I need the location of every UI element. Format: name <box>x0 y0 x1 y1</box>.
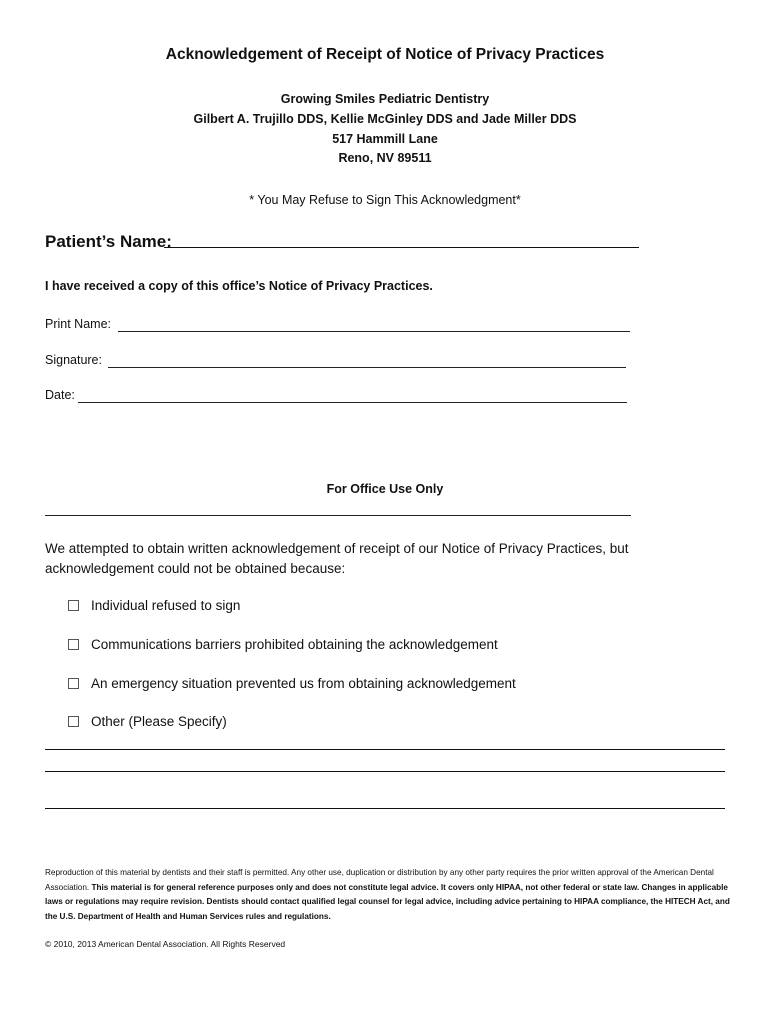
patient-name-line[interactable] <box>164 247 639 248</box>
signature-line[interactable] <box>108 367 626 368</box>
signature-label: Signature: <box>45 353 102 367</box>
office-use-divider <box>45 515 631 516</box>
option-emergency[interactable] <box>68 676 516 691</box>
option-label: Individual refused to sign <box>91 598 241 613</box>
patient-name-label: Patient’s Name: <box>45 232 172 251</box>
office-use-statement: We attempted to obtain written acknowledgement of receipt of our Notice of Privacy Practices, but acknowledgement could not be obtained because: <box>45 541 629 576</box>
checkbox-icon[interactable] <box>68 600 79 611</box>
option-refused[interactable] <box>68 598 240 613</box>
footer-copyright: © 2010, 2013 American Dental Association. All Rights Reserved <box>45 939 286 949</box>
option-label: An emergency situation prevented us from obtaining acknowledgement <box>91 676 516 691</box>
specify-line-3[interactable] <box>45 808 725 809</box>
option-other[interactable] <box>68 714 227 729</box>
print-name-line[interactable] <box>118 331 630 332</box>
checkbox-icon[interactable] <box>68 678 79 689</box>
date-label: Date: <box>45 388 75 402</box>
print-name-label: Print Name: <box>45 317 111 331</box>
practice-doctors: Gilbert A. Trujillo DDS, Kellie McGinley DDS and Jade Miller DDS <box>193 112 577 126</box>
option-communication-barriers[interactable] <box>68 637 498 652</box>
received-statement: I have received a copy of this office’s Notice of Privacy Practices. <box>45 279 433 293</box>
footer-notice <box>45 866 735 924</box>
specify-line-2[interactable] <box>45 771 725 772</box>
form-title: Acknowledgement of Receipt of Notice of Privacy Practices <box>165 46 605 63</box>
office-use-heading: For Office Use Only <box>326 482 444 496</box>
option-label: Other (Please Specify) <box>91 714 227 729</box>
option-label: Communications barriers prohibited obtaining the acknowledgement <box>91 637 498 652</box>
footer-disclaimer: This material is for general reference purposes only and does not constitute legal advice. It covers only HIPAA, not other federal or state law. Changes in applicable laws or regulations may require revision. Dentists should contact qualified legal counsel for legal advice, including advice pertaining to HIPAA compliance, the HITECH Act, and the U.S. Department of Health and Human Services rules and regulations. <box>45 882 730 921</box>
refuse-note: * You May Refuse to Sign This Acknowledgment* <box>249 193 521 207</box>
practice-street: 517 Hammill Lane <box>332 132 438 146</box>
checkbox-icon[interactable] <box>68 716 79 727</box>
footer-reproduction: Reproduction of this material by dentists and their staff is permitted. Any other use, duplication or distribution by any other party requires the prior written approval of the American Dental Association. <box>45 868 714 892</box>
practice-city: Reno, NV 89511 <box>338 151 432 165</box>
date-line[interactable] <box>78 402 627 403</box>
practice-name: Growing Smiles Pediatric Dentistry <box>280 92 490 106</box>
checkbox-icon[interactable] <box>68 639 79 650</box>
specify-line-1[interactable] <box>45 749 725 750</box>
